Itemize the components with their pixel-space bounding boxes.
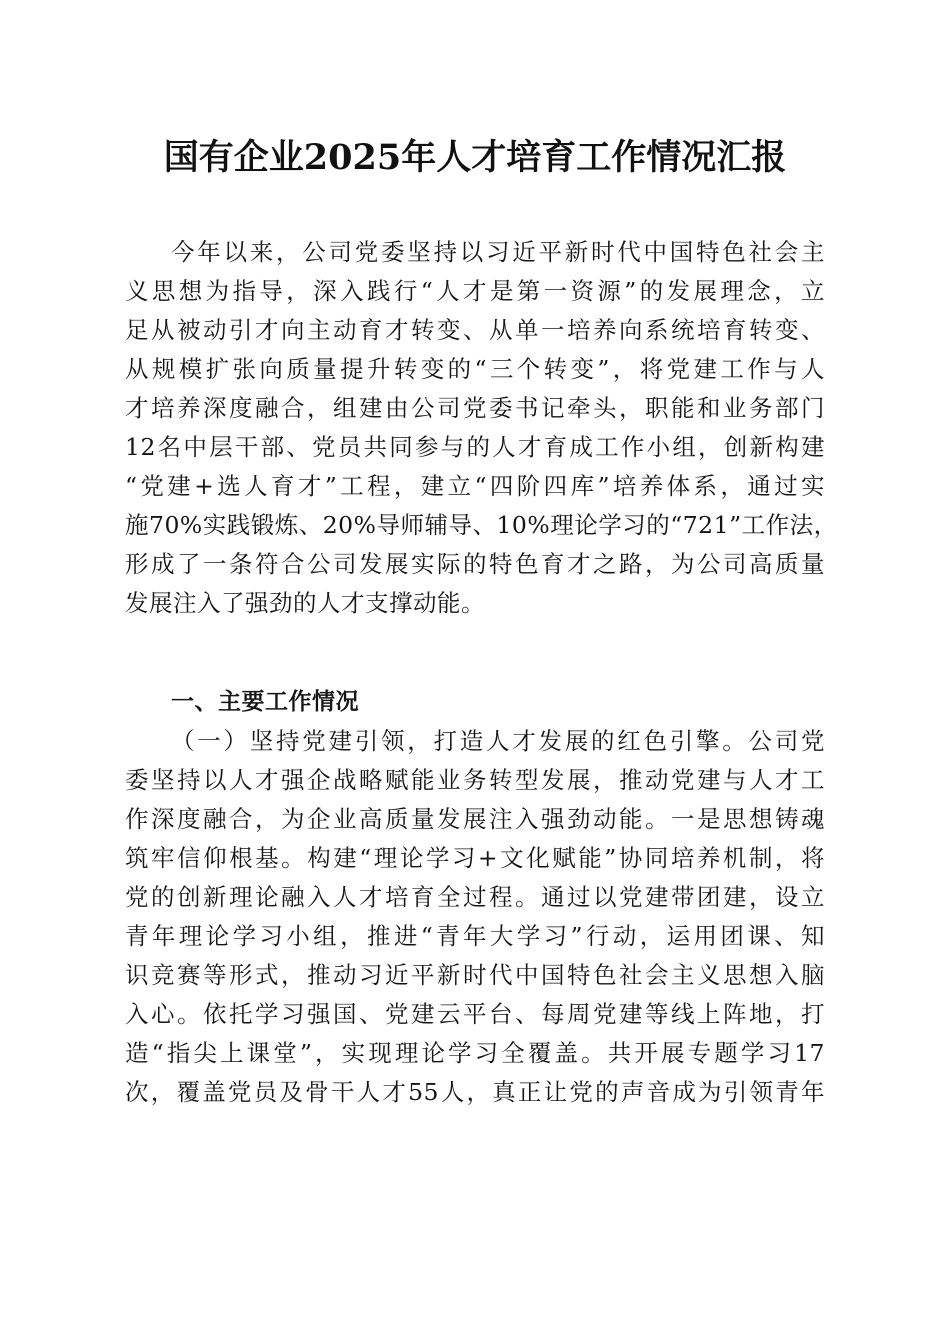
paragraph-line: 党的创新理论融入人才培育全过程。通过以党建带团建，设立: [125, 883, 825, 911]
document-title: 国有企业2025年人才培育工作情况汇报: [163, 137, 787, 178]
paragraph-line: 发展注入了强劲的人才支撑动能。: [125, 589, 485, 617]
paragraph-line: 义思想为指导，深入践行“人才是第一资源”的发展理念，立: [125, 277, 825, 305]
paragraph-line: 委坚持以人才强企战略赋能业务转型发展，推动党建与人才工: [125, 766, 825, 794]
paragraph-line: 次，覆盖党员及骨干人才55人，真正让党的声音成为引领青年: [125, 1078, 825, 1106]
paragraph-line: 作深度融合，为企业高质量发展注入强劲动能。一是思想铸魂: [125, 805, 825, 833]
document-body: [125, 229, 838, 1179]
paragraph-line: 形成了一条符合公司发展实际的特色育才之路，为公司高质量: [125, 550, 825, 578]
paragraph-line: 青年理论学习小组，推进“青年大学习”行动，运用团课、知: [125, 922, 825, 950]
paragraph-line: 才培养深度融合，组建由公司党委书记牵头，职能和业务部门: [125, 394, 825, 422]
paragraph-line: “党建+选人育才”工程，建立“四阶四库”培养体系，通过实: [125, 472, 825, 500]
paragraph-line: 筑牢信仰根基。构建“理论学习+文化赋能”协同培养机制，将: [125, 844, 825, 872]
paragraph-line: 入心。依托学习强国、党建云平台、每周党建等线上阵地，打: [125, 1000, 825, 1028]
paragraph-line: 识竞赛等形式，推动习近平新时代中国特色社会主义思想入脑: [125, 961, 825, 989]
paragraph-line: 足从被动引才向主动育才转变、从单一培养向系统培育转变、: [125, 316, 825, 344]
paragraph-line: 今年以来，公司党委坚持以习近平新时代中国特色社会主: [171, 238, 825, 266]
paragraph-line: 施70%实践锻炼、20%导师辅导、10%理论学习的“721”工作法，: [125, 511, 838, 539]
paragraph-line: 12名中层干部、党员共同参与的人才育成工作小组，创新构建: [125, 433, 825, 461]
paragraph-line: 造“指尖上课堂”，实现理论学习全覆盖。共开展专题学习17: [125, 1039, 825, 1067]
paragraph-line: （一）坚持党建引领，打造人才发展的红色引擎。公司党: [171, 727, 825, 755]
paragraph-line: 从规模扩张向质量提升转变的“三个转变”，将党建工作与人: [125, 355, 825, 383]
section-heading: 一、主要工作情况: [171, 689, 359, 715]
